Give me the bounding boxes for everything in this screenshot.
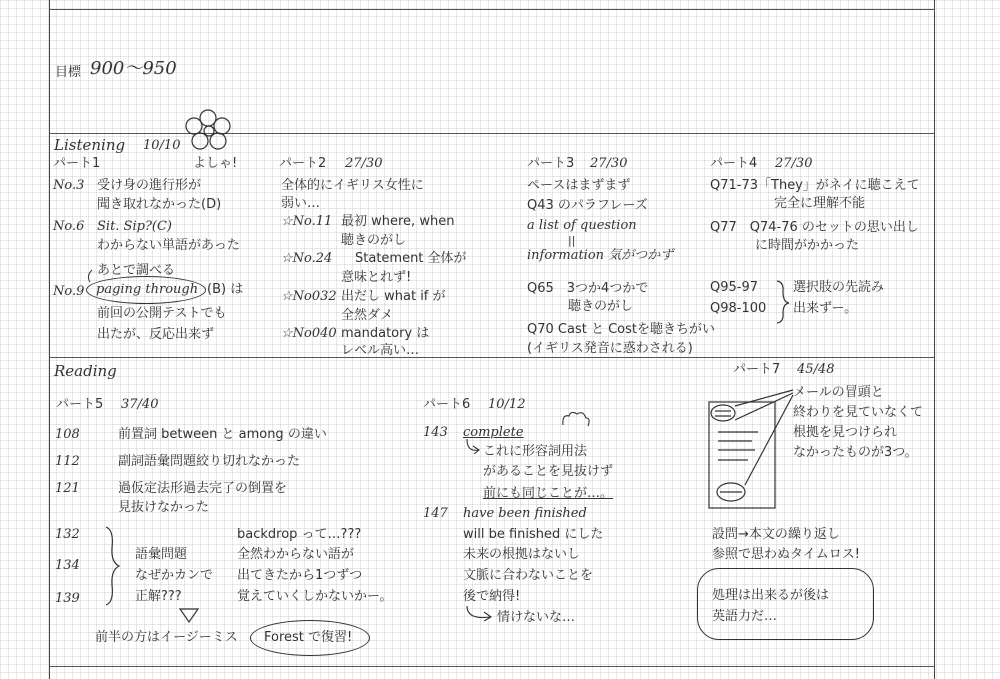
part3-line-7: 聴きのがし [568,299,634,314]
part6-arrow-2 [467,606,491,621]
part1-no6-line2: わからない単語があった [97,238,240,253]
part1-no9-after: (B) は [207,282,244,297]
part7-line-3: 根拠を見つけられ [793,425,898,440]
part4-line-2: 完全に理解不能 [774,196,866,211]
part2-no11-line1: 最初 where, when [341,214,455,229]
part6-line-10: 文脈に合わないことを [463,568,594,583]
part1-no6: No.6 [53,219,85,234]
part2-intro-2: 弱い… [281,196,321,211]
goal-value: 900〜950 [90,58,177,79]
part7-score: 45/48 [797,362,835,377]
part5-score: 37/40 [121,397,159,412]
part6-complete: complete [463,425,524,440]
part4-title: パート4 [710,156,758,171]
part4-brace-icon [777,281,789,323]
part6-line-9: 未来の根拠はないし [463,547,581,562]
part2-no24-line1: Statement 全体が [355,251,467,266]
part6-line-4: があることを見抜けず [483,464,614,479]
part5-121-text2: 見抜けなかった [118,500,210,515]
part4-line-4: に時間がかかった [755,238,860,253]
reading-title: Reading [54,362,117,380]
document-sketch-icon [709,390,793,508]
part3-line-3: a list of question [527,218,637,233]
part6-score: 10/12 [488,397,526,412]
listening-divider [49,133,935,134]
part2-score: 27/30 [345,156,383,171]
part3-line-8: Q70 Cast と Costを聴きちがい [527,322,715,337]
part4-line-3: Q77 Q74-76 のセットの思い出し [710,220,919,235]
part1-note: よしゃ! [193,156,238,171]
part5-forest: Forest で復習! [264,630,353,645]
down-arrow-icon [180,609,198,622]
part1-no9-line1: 前回の公開テストでも [97,306,227,321]
part1-no9: No.9 [53,284,85,299]
part1-no3-line1: 受け身の進行形が [97,178,202,193]
part7-line-2: 終わりを見ていなくて [793,405,924,420]
part6-line-12: 情けないな… [497,610,576,625]
part7-line-1: メールの冒頭と [793,385,884,400]
part3-line-9: (イギリス発音に惑わされる) [527,341,693,356]
part3-line-5: information 気がつかず [527,248,674,263]
part7-line-5: 設問→本文の繰り返し [712,527,840,542]
part7-line-8: 英語力だ… [712,609,778,624]
part3-line-2: Q43 のパラフレーズ [527,198,648,213]
part5-brace-icon [106,527,119,605]
part1-no9-aside: あとで調べる [97,263,176,278]
part5-group-right-4: 覚えていくしかないかー。 [237,589,393,604]
listening-score: 10/10 [143,138,181,153]
part5-group-mid-1: 語彙問題 [135,547,188,562]
part4-q98: Q98-100 [710,301,767,316]
part5-group-mid-3: 正解??? [135,589,182,604]
part2-no11: ☆No.11 [281,214,333,229]
part4-line-1: Q71-73「They」がネイに聴こえて [710,178,920,193]
top-rule [49,9,935,10]
part6-line-5: 前にも同じことが…。 [483,486,614,501]
part4-score: 27/30 [775,156,813,171]
part1-no9-line2: 出たが、反応出来ず [97,327,215,342]
part6-147: 147 [423,506,448,521]
part2-no11-line2: 聴きのがし [341,233,407,248]
part5-title: パート5 [56,397,104,412]
part1-no9-circled: paging through [96,282,199,297]
part7-title: パート7 [733,362,781,377]
part6-title: パート6 [423,397,471,412]
part5-group-mid-2: なぜかカンで [135,568,214,583]
part5-139: 139 [55,591,80,606]
part1-title: パート1 [53,156,101,171]
part7-line-4: なかったものが3つ。 [793,445,918,460]
reading-divider [49,357,935,358]
part5-group-right-2: 全然わからない語が [237,547,355,562]
part4-q95: Q95-97 [710,280,759,295]
part1-no3-line2: 聞き取れなかった(D) [97,197,222,212]
part7-line-7: 処理は出来るが後は [712,588,830,603]
listening-title: Listening [54,136,126,154]
part5-group-right-1: backdrop って…??? [237,527,362,542]
part2-no32-line2: 全然ダメ [341,308,394,323]
part4-line-7: 選択肢の先読み [793,280,885,295]
part1-no6-line1: Sit. Sip?(C) [97,219,172,234]
part6-143: 143 [423,425,448,440]
right-margin-line [934,0,935,679]
part7-line-6: 参照で思わぬタイムロス! [712,547,860,562]
part6-line-7: have been finished [463,506,587,521]
part3-score: 27/30 [590,156,628,171]
part5-108: 108 [55,427,80,442]
goal-label: 目標 [55,65,82,80]
left-margin-line [49,0,50,679]
aside-arrow [88,270,92,282]
scribble-icon [563,412,589,426]
part4-line-8: 出来ずー。 [793,301,858,316]
flower-icon [186,110,230,149]
part5-112: 112 [55,454,80,469]
part6-line-3: これに形容詞用法 [483,444,588,459]
part2-no32-line1: 出だし what if が [341,289,446,304]
part5-112-text: 副詞語彙問題絞り切れなかった [118,454,301,469]
part5-132: 132 [55,527,80,542]
part2-no40-line2: レベル高い… [341,343,420,358]
part2-no32: ☆No032 [281,289,337,304]
part3-line-6: Q65 3つか4つかで [527,281,649,296]
part5-134: 134 [55,558,80,573]
part2-no24-line2: 意味とれず! [341,270,412,285]
part6-line-11: 後で納得! [463,589,521,604]
part1-no3: No.3 [53,178,85,193]
part6-line-8: will be finished にした [463,527,604,542]
part3-line-1: ペースはまずまず [527,178,631,193]
part5-108-text: 前置詞 between と among の違い [118,427,327,442]
part3-equals: || [568,234,576,247]
part2-no40-line1: mandatory は [341,326,430,341]
part5-summary: 前半の方はイージーミス [95,630,238,645]
bottom-rule [49,666,935,667]
part5-group-right-3: 出てきたから1つずつ [237,568,363,583]
part2-no24: ☆No.24 [281,251,333,266]
part3-title: パート3 [527,156,575,171]
part2-title: パート2 [279,156,327,171]
part2-intro-1: 全体的にイギリス女性に [281,178,424,193]
part5-121: 121 [55,481,80,496]
part5-121-text: 過仮定法形過去完了の倒置を [118,481,288,496]
part2-no40: ☆No040 [281,326,337,341]
